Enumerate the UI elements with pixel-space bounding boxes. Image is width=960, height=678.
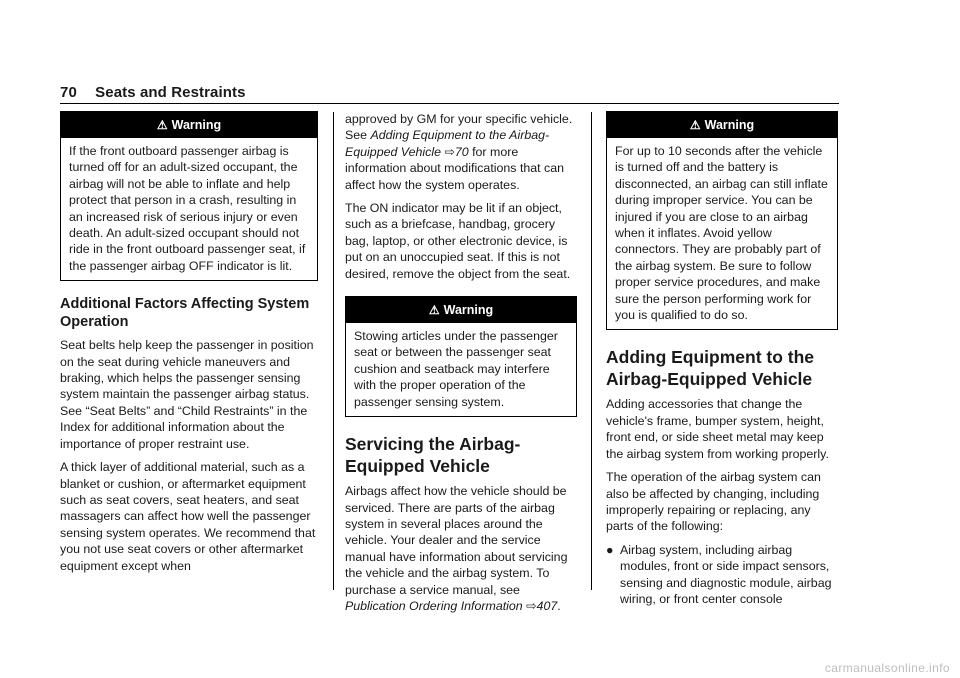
paragraph: Seat belts help keep the passenger in position on the seat during vehicle maneuvers and braking, which helps the passenger sensing system maintain the passenger airbag status. See “Seat Belts” and “Child Restraints” in the Index for additional information about the importance of proper restraint use. — [60, 338, 314, 451]
list-item-text: Airbag system, including airbag modules, front or side impact sensors, sensing and diagnostic module, airbag wiring, or front center console — [620, 542, 832, 606]
column-3 — [606, 111, 838, 607]
page-ref-arrow-icon: ⇨ — [444, 144, 455, 159]
cross-reference-link[interactable]: Publication Ordering Information — [345, 598, 523, 613]
column-divider — [333, 112, 334, 590]
warning-box — [60, 111, 318, 281]
warning-box — [345, 296, 577, 417]
warning-text: Stowing articles under the passenger seat or between the passenger seat cushion and seatback may interfere with the proper operation of the passenger sensing system. — [354, 329, 558, 409]
paragraph: The ON indicator may be lit if an object, such as a briefcase, handbag, grocery bag, laptop, or other electronic device, is put on an unoccupied seat. If this is not desired, remove the object from the seat. — [345, 201, 571, 281]
list-item — [606, 542, 838, 608]
page-header — [60, 84, 246, 101]
warning-title: Warning — [704, 118, 755, 132]
watermark: carmanualsonline.info — [824, 661, 950, 675]
paragraph: A thick layer of additional material, such as a blanket or cushion, or aftermarket equipment such as seat covers, seat heaters, and seat massagers can affect how well the passenger sensing system operates. We recommend that you not use seat covers or other aftermarket equipment except when — [60, 460, 316, 573]
column-1 — [60, 111, 318, 581]
column-divider — [591, 112, 592, 590]
paragraph: Airbags affect how the vehicle should be serviced. There are parts of the airbag system in several places around the vehicle. Your dealer and the service manual have information about servicing the vehicle and the airbag system. To purchase a service manual, see Publication Ordering Information ⇨407. — [345, 484, 568, 613]
page-number: 70 — [60, 84, 77, 101]
column-2 — [345, 111, 577, 621]
paragraph: approved by GM for your specific vehicle. See Adding Equipment to the Airbag-Equipped Vehicle ⇨70 for more information about modifications that can affect how the system operates. — [345, 112, 573, 192]
warning-header — [607, 112, 837, 138]
warning-text: If the front outboard passenger airbag is turned off for an adult-sized occupant, the airbag will not be able to inflate and help protect that person in a crash, resulting in an increased risk of serious injury or even death. An adult-sized occupant should not ride in the front outboard passenger seat, if the passenger airbag OFF indicator is lit. — [69, 144, 306, 273]
bullet-icon: ● — [606, 542, 614, 557]
warning-title: Warning — [171, 118, 222, 132]
cross-reference-link[interactable]: Adding Equipment to the Airbag-Equipped Vehicle — [345, 128, 550, 159]
section-heading: Adding Equipment to the Airbag-Equipped Vehicle — [606, 347, 815, 390]
warning-title: Warning — [443, 303, 494, 318]
warning-header — [61, 112, 317, 138]
section-heading: Servicing the Airbag-Equipped Vehicle — [345, 434, 521, 477]
paragraph: Adding accessories that change the vehicle's frame, bumper system, height, front end, or side sheet metal may keep the airbag system from working properly. — [606, 397, 829, 461]
page-ref-arrow-icon: ⇨ — [526, 598, 537, 613]
page-reference[interactable]: 70 — [454, 144, 469, 159]
warning-header — [346, 297, 576, 323]
warning-triangle-icon: ⚠ — [689, 118, 701, 132]
warning-box — [606, 111, 838, 330]
warning-triangle-icon: ⚠ — [428, 303, 440, 318]
header-rule — [60, 103, 839, 104]
warning-triangle-icon: ⚠ — [156, 118, 168, 132]
paragraph: The operation of the airbag system can also be affected by changing, including improperly repairing or replacing, any parts of the following: — [606, 470, 821, 534]
section-title: Seats and Restraints — [95, 84, 246, 101]
section-heading: Additional Factors Affecting System Operation — [60, 296, 310, 331]
warning-text: For up to 10 seconds after the vehicle is turned off and the battery is disconnected, an airbag can still inflate during improper service. You can be injured if you are close to an airbag when it inflates. Avoid yellow connectors. They are probably part of the airbag system. Be sure to follow proper service procedures, and make sure the person performing work for you is qualified to do so. — [615, 144, 828, 323]
page-reference[interactable]: 407 — [536, 598, 558, 613]
